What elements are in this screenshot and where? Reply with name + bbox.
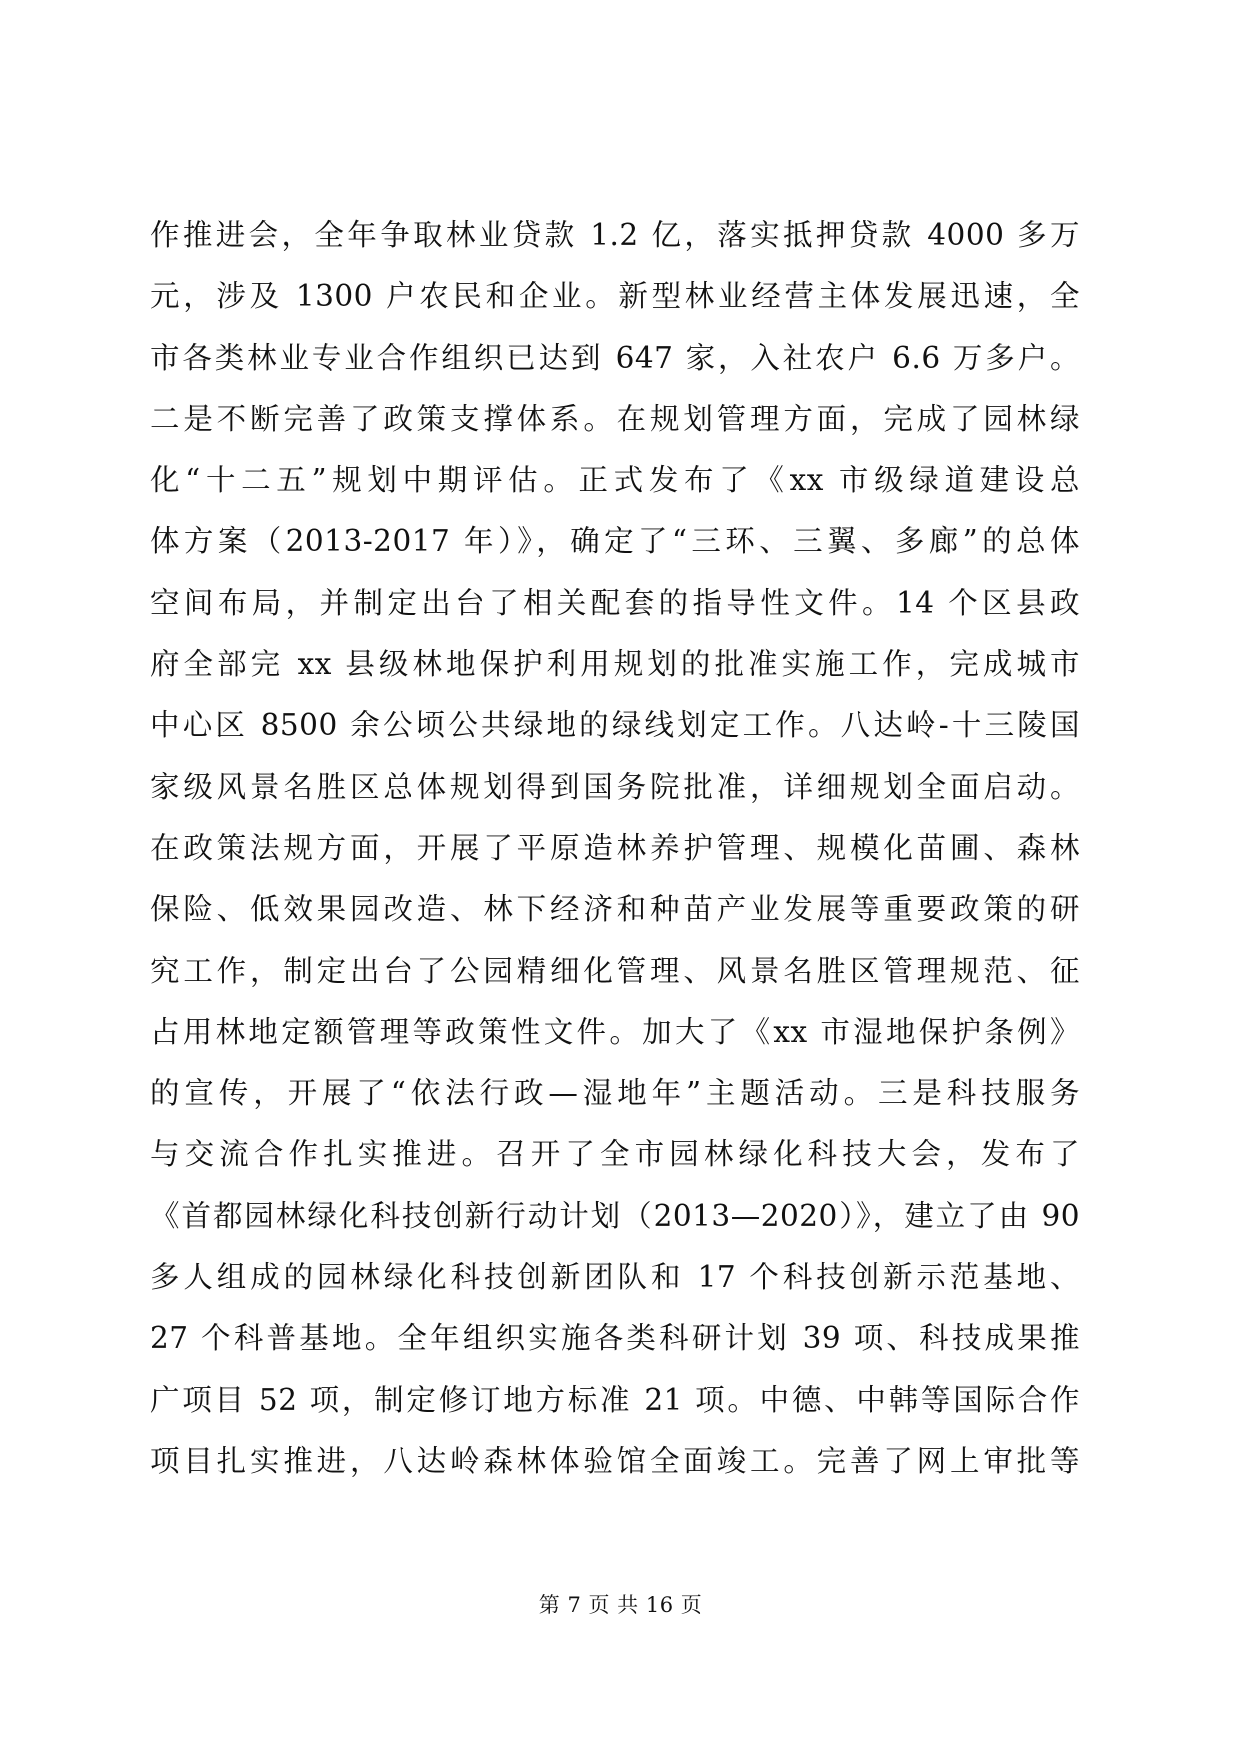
text-line: 27 个科普基地。全年组织实施各类科研计划 39 项、科技成果推 (150, 1321, 1080, 1356)
page-number-footer: 第 7 页 共 16 页 (538, 1593, 703, 1617)
text-line: 空间布局，并制定出台了相关配套的指导性文件。14 个区县政 (150, 585, 1080, 620)
text-line: 的宣传，开展了“依法行政—湿地年”主题活动。三是科技服务 (150, 1076, 1080, 1111)
text-line: 广项目 52 项，制定修订地方标准 21 项。中德、中韩等国际合作 (150, 1382, 1080, 1417)
body-paragraph (150, 205, 1080, 1492)
text-line: 化“十二五”规划中期评估。正式发布了《xx 市级绿道建设总 (150, 463, 1080, 498)
text-line: 与交流合作扎实推进。召开了全市园林绿化科技大会，发布了 (150, 1137, 1080, 1172)
text-line: 二是不断完善了政策支撑体系。在规划管理方面，完成了园林绿 (150, 401, 1080, 436)
text-line: 体方案（2013-2017 年）》，确定了“三环、三翼、多廊”的总体 (150, 524, 1080, 559)
text-line: 作推进会，全年争取林业贷款 1.2 亿，落实抵押贷款 4000 多万 (150, 218, 1080, 252)
text-line: 府全部完 xx 县级林地保护利用规划的批准实施工作，完成城市 (150, 647, 1080, 682)
text-line: 保险、低效果园改造、林下经济和种苗产业发展等重要政策的研 (150, 892, 1080, 927)
text-line: 项目扎实推进，八达岭森林体验馆全面竣工。完善了网上审批等 (150, 1443, 1080, 1478)
text-line: 多人组成的园林绿化科技创新团队和 17 个科技创新示范基地、 (150, 1260, 1080, 1295)
text-line: 究工作，制定出台了公园精细化管理、风景名胜区管理规范、征 (150, 953, 1080, 988)
text-line: 《首都园林绿化科技创新行动计划（2013—2020）》，建立了由 90 (150, 1198, 1080, 1233)
text-line: 占用林地定额管理等政策性文件。加大了《xx 市湿地保护条例》 (150, 1014, 1080, 1049)
text-line: 中心区 8500 余公顷公共绿地的绿线划定工作。八达岭-十三陵国 (150, 708, 1080, 743)
text-line: 家级风景名胜区总体规划得到国务院批准，详细规划全面启动。 (150, 769, 1080, 804)
text-line: 元，涉及 1300 户农民和企业。新型林业经营主体发展迅速，全 (150, 279, 1080, 314)
text-line: 市各类林业专业合作组织已达到 647 家，入社农户 6.6 万多户。 (150, 340, 1080, 375)
text-line: 在政策法规方面，开展了平原造林养护管理、规模化苗圃、森林 (150, 830, 1080, 865)
